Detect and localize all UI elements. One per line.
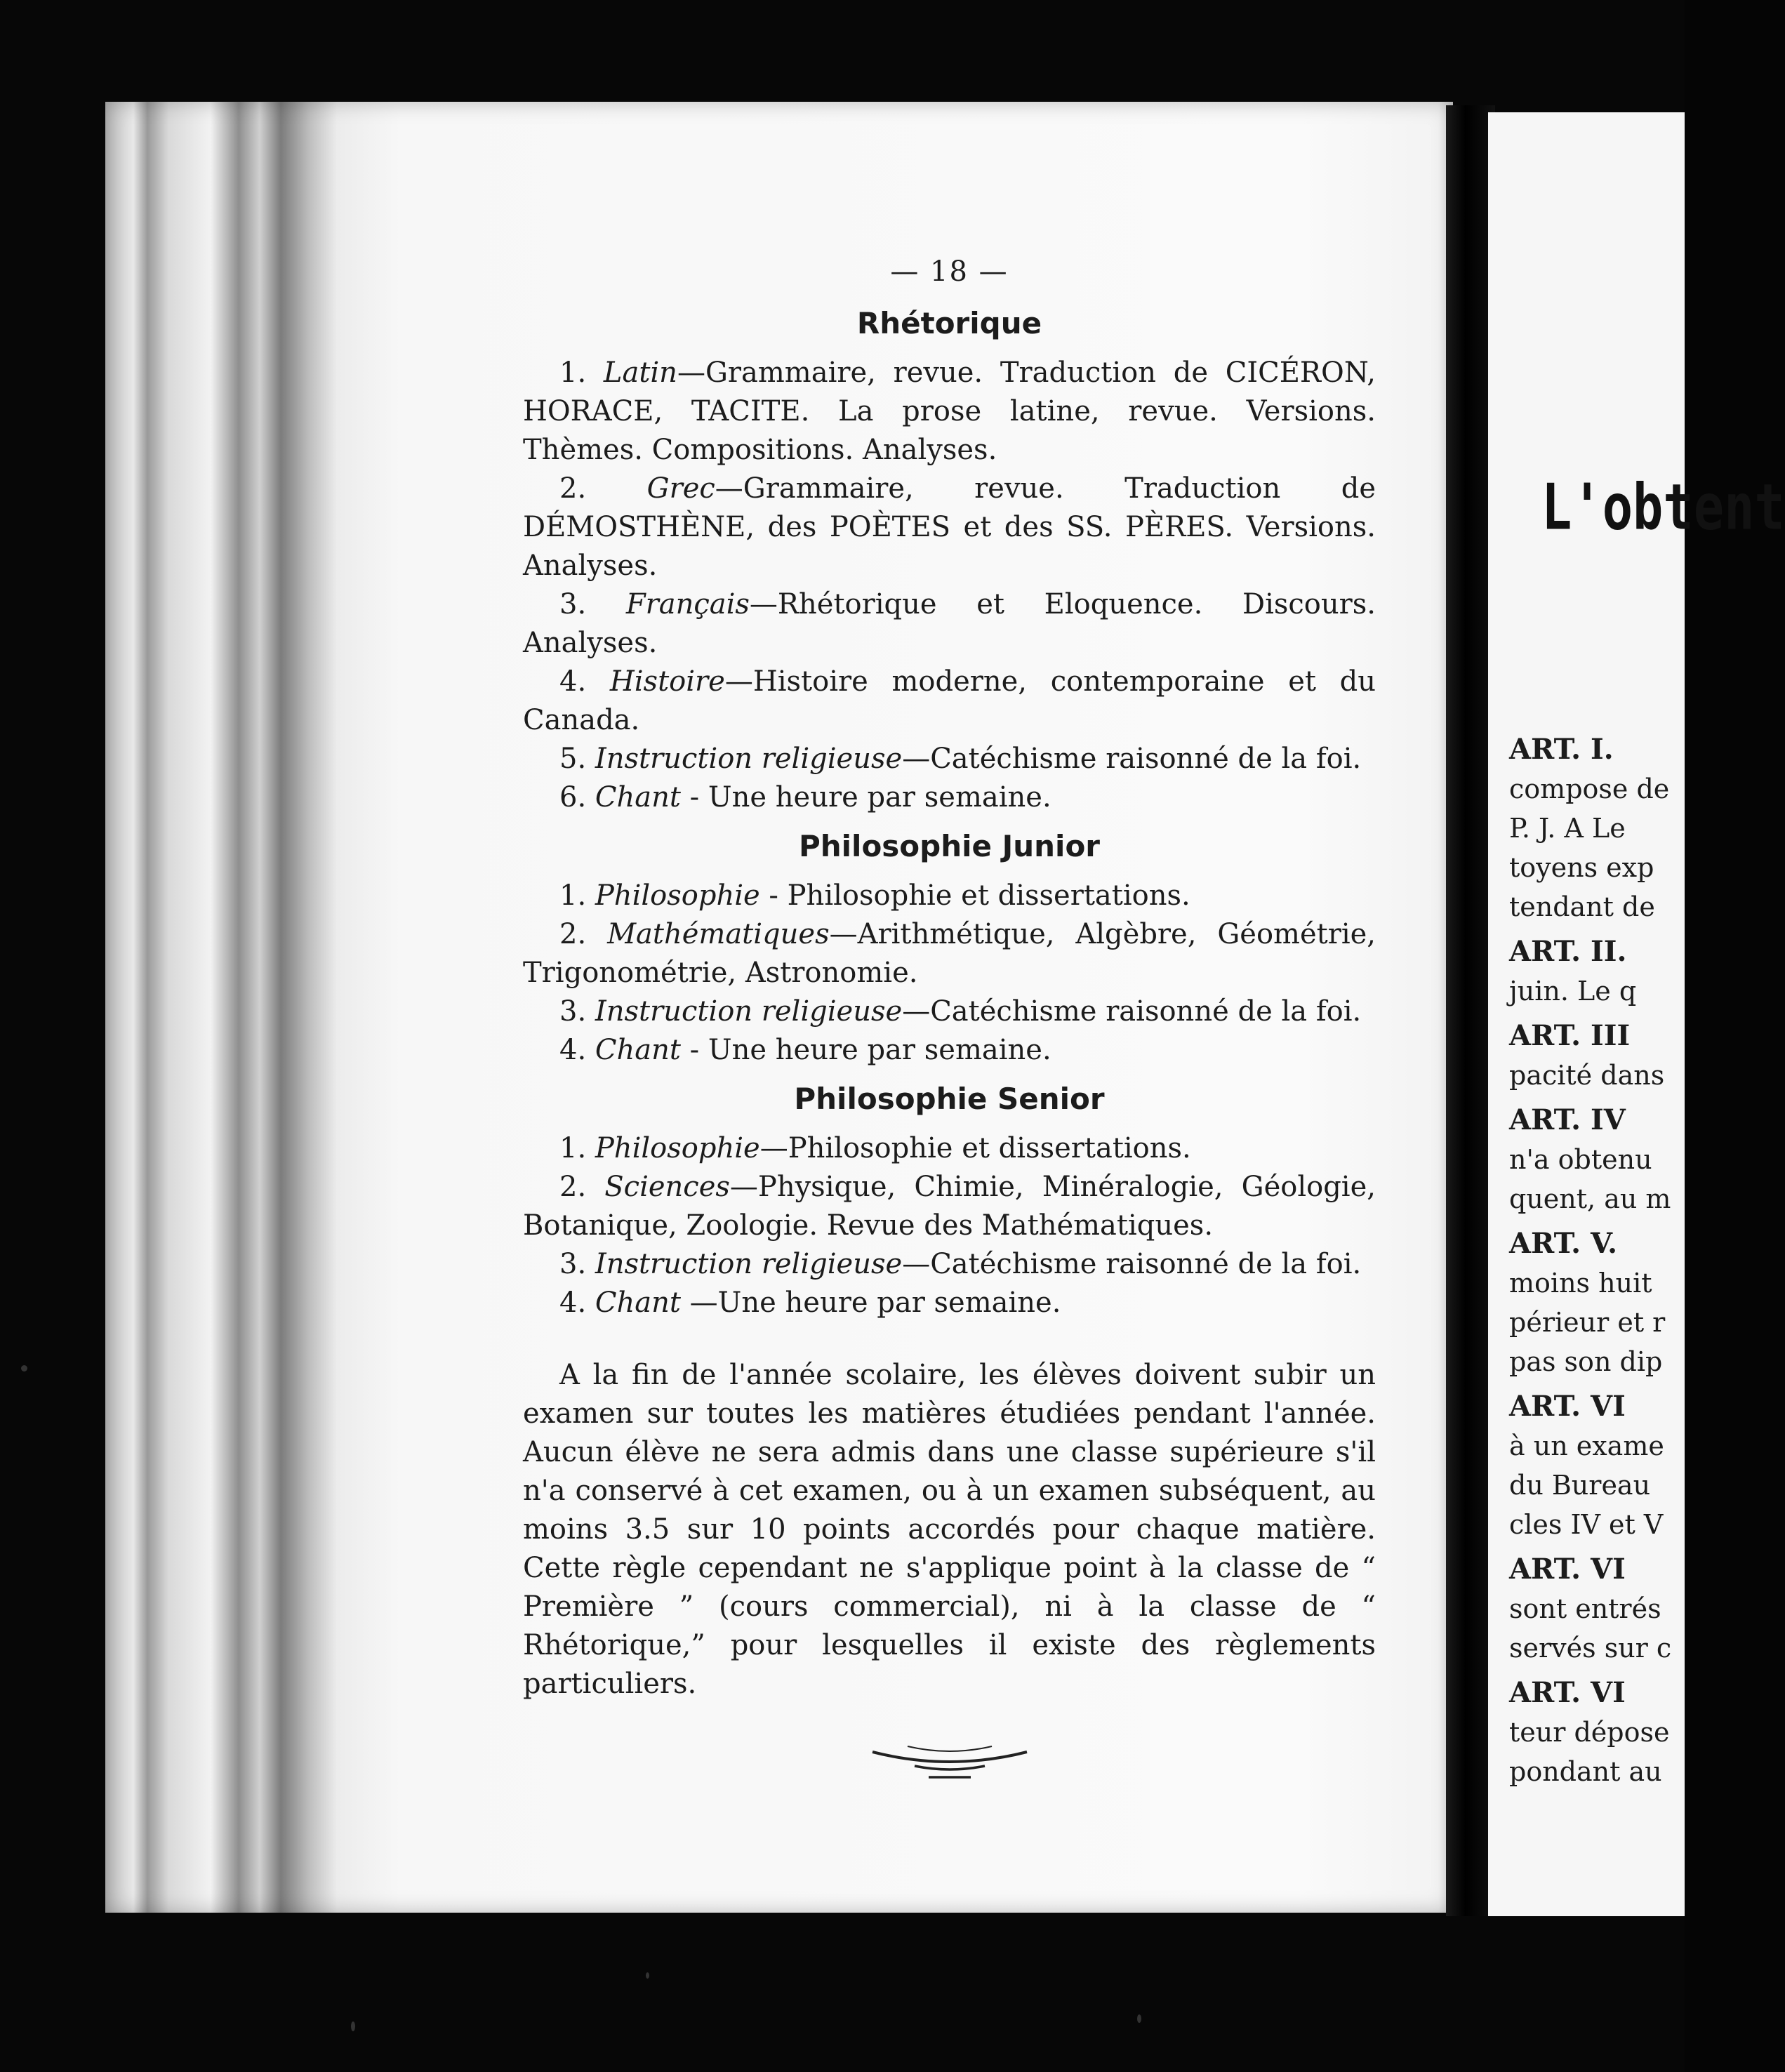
item-number: 2.: [559, 1171, 587, 1203]
item-subject: Instruction religieuse: [595, 743, 903, 775]
item-number: 3.: [559, 995, 587, 1028]
item-text: Grammaire, revue. Traduction de CICÉRON, HORACE, TACITE. La prose latine, revue. Versions. Thèmes. Compositions. Analyses.: [523, 357, 1376, 466]
text-line: pas son dip: [1509, 1346, 1663, 1377]
article-heading: ART. IV: [1509, 1103, 1626, 1136]
item-text: Philosophie et dissertations.: [787, 879, 1190, 912]
article-heading: ART. III: [1509, 1019, 1631, 1052]
item-text: Physique, Chimie, Minéralogie, Géologie, Botanique, Zoologie. Revue des Mathématiques.: [523, 1171, 1376, 1242]
sections: [523, 304, 1376, 1322]
course-item: [523, 915, 1376, 992]
item-subject: Latin: [603, 357, 677, 389]
item-number: 2.: [559, 918, 587, 950]
page-number: — 18 —: [890, 255, 1009, 288]
course-item: [523, 992, 1376, 1031]
ornament-divider-icon: [865, 1742, 1034, 1784]
item-text: Une heure par semaine.: [708, 781, 1051, 813]
course-item: [523, 1129, 1376, 1168]
text-line: juin. Le q: [1509, 976, 1637, 1007]
item-text: Rhétorique et Eloquence. Discours. Analyses.: [523, 588, 1376, 659]
item-number: 1.: [559, 879, 587, 912]
article-heading: ART. VI: [1509, 1553, 1626, 1586]
course-item: [523, 354, 1376, 470]
text-line: cles IV et V: [1509, 1509, 1664, 1540]
item-number: 1.: [559, 357, 587, 389]
item-subject: Philosophie: [595, 879, 760, 912]
item-number: 2.: [559, 472, 587, 505]
item-number: 4.: [559, 1034, 587, 1066]
item-separator: -: [680, 781, 708, 813]
article-heading: ART. V.: [1509, 1227, 1618, 1260]
item-text: Catéchisme raisonné de la foi.: [930, 743, 1362, 775]
item-separator: —: [749, 588, 778, 620]
item-separator: -: [680, 1034, 708, 1066]
article-heading: ART. II.: [1509, 935, 1627, 968]
left-page-text: [523, 253, 1376, 1784]
article-heading: ART. VI: [1509, 1390, 1626, 1423]
item-text: Histoire moderne, contemporaine et du Canada.: [523, 665, 1376, 736]
item-separator: —: [902, 743, 931, 775]
item-text: Catéchisme raisonné de la foi.: [930, 995, 1362, 1028]
item-subject: Sciences: [604, 1171, 730, 1203]
item-separator: —: [680, 1287, 718, 1319]
item-subject: Chant: [595, 1287, 681, 1319]
text-line: n'a obtenu: [1509, 1144, 1652, 1175]
item-separator: —: [677, 357, 705, 389]
text-line: toyens exp: [1509, 852, 1654, 883]
right-page-fragment: [1488, 112, 1785, 1916]
item-subject: Instruction religieuse: [595, 1248, 903, 1280]
item-number: 5.: [559, 743, 587, 775]
text-line: quent, au m: [1509, 1183, 1671, 1214]
course-item: [523, 663, 1376, 740]
item-number: 4.: [559, 1287, 587, 1319]
item-number: 4.: [559, 665, 587, 698]
course-item: [523, 585, 1376, 663]
course-item: [523, 1284, 1376, 1322]
item-separator: —: [902, 1248, 931, 1280]
item-number: 3.: [559, 588, 587, 620]
course-item: [523, 1245, 1376, 1284]
item-number: 6.: [559, 781, 587, 813]
text-line: à un exame: [1509, 1430, 1664, 1461]
item-separator: —: [759, 1132, 788, 1164]
text-line: P. J. A Le: [1509, 813, 1626, 844]
text-line: pondant au: [1509, 1756, 1662, 1787]
dust-speck: [1137, 2014, 1141, 2023]
item-separator: —: [715, 472, 743, 505]
item-separator: -: [759, 879, 788, 912]
item-subject: Chant: [595, 1034, 681, 1066]
item-text: Grammaire, revue. Traduction de DÉMOSTHÈNE, des POÈTES et des SS. PÈRES. Versions. Analyses.: [523, 472, 1376, 582]
text-line: sont entrés: [1509, 1593, 1661, 1624]
item-separator: —: [829, 918, 858, 950]
item-subject: Instruction religieuse: [595, 995, 903, 1028]
dust-speck: [351, 2021, 355, 2031]
course-item: [523, 877, 1376, 915]
section-heading: Philosophie Junior: [798, 829, 1101, 863]
item-text: Une heure par semaine.: [708, 1034, 1051, 1066]
right-page-title: L'obtent: [1541, 470, 1785, 544]
article-heading: ART. VI: [1509, 1676, 1626, 1709]
text-line: périeur et r: [1509, 1307, 1666, 1338]
text-line: compose de: [1509, 773, 1670, 804]
text-line: tendant de: [1509, 891, 1655, 922]
item-text: Une heure par semaine.: [717, 1287, 1061, 1319]
item-subject: Histoire: [609, 665, 725, 698]
text-line: moins huit: [1509, 1268, 1652, 1299]
text-line: du Bureau: [1509, 1470, 1651, 1501]
item-subject: Français: [625, 588, 750, 620]
item-subject: Philosophie: [595, 1132, 760, 1164]
item-separator: —: [902, 995, 931, 1028]
item-separator: —: [724, 665, 753, 698]
item-subject: Mathématiques: [607, 918, 830, 950]
item-number: 3.: [559, 1248, 587, 1280]
course-item: [523, 1168, 1376, 1245]
item-separator: —: [729, 1171, 758, 1203]
course-item: [523, 1031, 1376, 1070]
section-heading: Rhétorique: [856, 306, 1042, 340]
course-item: [523, 740, 1376, 778]
right-page-lines: [1509, 730, 1671, 1791]
course-item: [523, 470, 1376, 585]
article-heading: ART. I.: [1509, 733, 1614, 766]
item-text: Arithmétique, Algèbre, Géométrie, Trigonométrie, Astronomie.: [523, 918, 1376, 989]
item-number: 1.: [559, 1132, 587, 1164]
text-line: pacité dans: [1509, 1060, 1665, 1091]
section-heading: Philosophie Senior: [794, 1082, 1105, 1116]
closing-paragraph: A la fin de l'année scolaire, les élèves doivent subir un examen sur toutes les matières étudiées pendant l'année. Aucun élève ne sera admis dans une classe supérieure s'il n'a conservé à cet examen, ou à un examen subséquent, au moins 3.5 sur 10 points accordés pour chaque matière. Cette règle cependant ne s'applique point à la classe de “ Première ” (cours commercial), ni à la classe de “ Rhétorique,” pour lesquelles il existe des règlements particuliers.: [523, 1359, 1376, 1700]
item-text: Catéchisme raisonné de la foi.: [930, 1248, 1362, 1280]
dust-speck: [21, 1365, 27, 1372]
text-line: servés sur c: [1509, 1633, 1672, 1663]
item-subject: Grec: [646, 472, 715, 505]
item-subject: Chant: [595, 781, 681, 813]
text-line: teur dépose: [1509, 1717, 1670, 1748]
dust-speck: [646, 1972, 649, 1979]
course-item: [523, 778, 1376, 817]
item-text: Philosophie et dissertations.: [788, 1132, 1191, 1164]
